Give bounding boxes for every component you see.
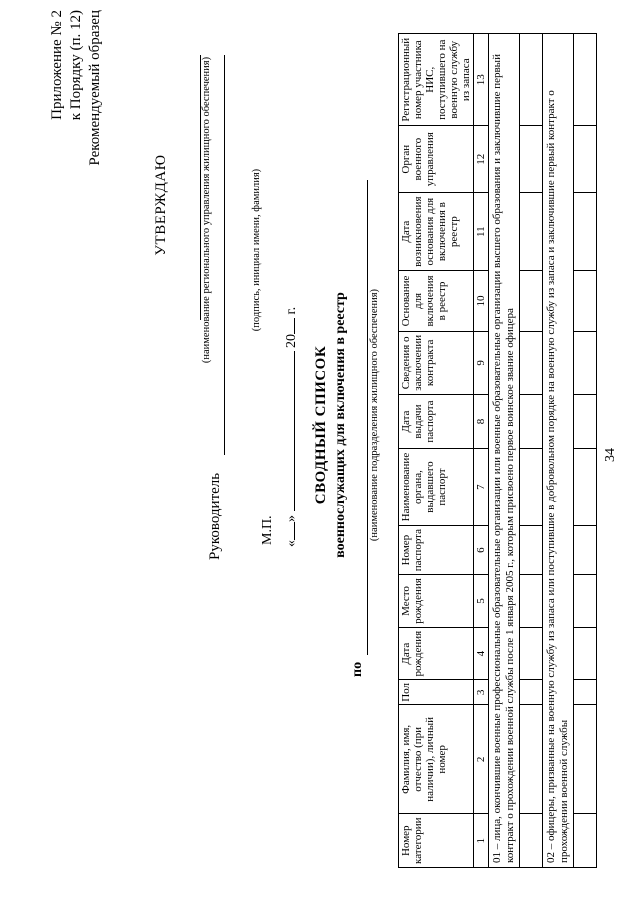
header-cell: Сведения о заключении контракта	[399, 331, 474, 394]
column-number: 13	[474, 34, 489, 126]
date-year-suffix: г.	[284, 306, 299, 315]
header-cell: Номер категории	[399, 814, 474, 868]
date-year-prefix: 20	[284, 334, 299, 348]
column-number: 12	[474, 126, 489, 193]
column-number: 9	[474, 331, 489, 394]
appendix-line-2: к Порядку (п. 12)	[68, 10, 84, 121]
category-02-row	[543, 34, 574, 868]
org-name-caption: (наименование регионального управления жилищного обеспечения)	[201, 56, 212, 364]
header-cell: Дата выдачи паспорта	[399, 395, 474, 449]
column-number: 2	[474, 705, 489, 814]
unit-name-line	[355, 180, 368, 655]
date-quote-close: »	[284, 515, 299, 522]
appendix-block	[48, 10, 105, 200]
header-cell: Орган военного управления	[399, 126, 474, 193]
column-number: 4	[474, 627, 489, 680]
signature-caption: (подпись, инициал имени, фамилия)	[251, 168, 262, 332]
appendix-line-1: Приложение № 2	[49, 10, 65, 120]
header-cell: Номер паспорта	[399, 526, 474, 575]
column-number: 6	[474, 526, 489, 575]
approval-date	[284, 307, 300, 547]
column-number-row	[474, 34, 489, 868]
by-label: по	[350, 661, 365, 677]
header-cell: Место рождения	[399, 575, 474, 628]
header-cell: Фамилия, имя, отчество (при наличии), личный номер	[399, 705, 474, 814]
column-number: 5	[474, 575, 489, 628]
document-subtitle: военнослужащих для включения в реестр	[333, 292, 348, 558]
unit-name-caption: (наименование подразделения жилищного обеспечения)	[369, 288, 380, 542]
header-cell: Наименование органа, выдавшего паспорт	[399, 449, 474, 526]
appendix-line-3: Рекомендуемый образец	[87, 10, 103, 166]
signature-line	[207, 55, 225, 455]
category-01-description: 01 – лица, окончившие военные профессиональные образовательные организации или военные образовательные организации высшего образования и заключившие первый контракт о прохождении военной службы после 1 января 2005 г., которым присвоено первое воинское звание офицера	[489, 34, 520, 868]
column-number: 1	[474, 814, 489, 868]
table-header-row	[399, 34, 474, 868]
org-name-line	[186, 55, 201, 320]
date-quote-open: «	[284, 540, 299, 547]
header-cell: Основание для включения в реестр	[399, 271, 474, 331]
column-number: 11	[474, 192, 489, 270]
table-row	[574, 34, 597, 868]
header-cell: Регистрационный номер участника НИС, поступившего на военную службу из запаса	[399, 34, 474, 126]
column-number: 10	[474, 271, 489, 331]
table-row	[520, 34, 543, 868]
head-label: Руководитель	[207, 472, 223, 560]
column-number: 7	[474, 449, 489, 526]
page-number: 34	[603, 448, 618, 462]
category-02-description: 02 – офицеры, призванные на военную службу из запаса или поступившие в добровольном порядке на военную службу из запаса и заключившие первый контракт о прохождении военной службы	[543, 34, 574, 868]
column-number: 8	[474, 395, 489, 449]
header-cell: Дата возникновения основания для включения в реестр	[399, 192, 474, 270]
approval-title: УТВЕРЖДАЮ	[153, 154, 169, 256]
document-title: СВОДНЫЙ СПИСОК	[313, 345, 329, 505]
column-number: 3	[474, 680, 489, 705]
header-cell: Пол	[399, 680, 474, 705]
category-01-row	[489, 34, 520, 868]
register-table	[398, 33, 597, 868]
stamp-label: М.П.	[260, 515, 275, 545]
header-cell: Дата рождения	[399, 627, 474, 680]
